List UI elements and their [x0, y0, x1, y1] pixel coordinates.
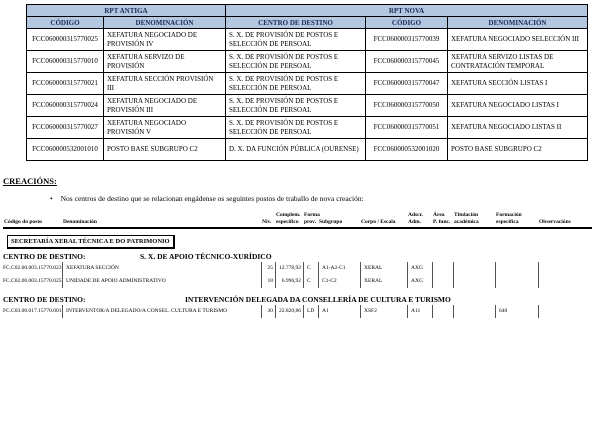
cell-denominacion-antiga: XEFATURA SECCIÓN PROVISIÓN III: [104, 73, 226, 95]
column-header-observacions: Observacións: [539, 219, 571, 226]
cell-forma-prov: LD: [303, 305, 318, 318]
cell-codigo-nova: FCC060000315770045: [366, 51, 448, 73]
section-box-secretaria: SECRETARÍA XERAL TÉCNICA E DO PATRIMONIO: [7, 235, 175, 249]
cell-nivel: 18: [261, 275, 275, 288]
column-header-adscricion-adm: Adscr. Adm.: [408, 212, 423, 226]
cell-nivel: 30: [261, 305, 275, 318]
cell-denominacion-antiga: XEFATURA NEGOCIADO PROVISIÓN V: [104, 117, 226, 139]
creations-heading: CREACIÓNS:: [3, 176, 57, 186]
cell-denominacion: INTERVENTOR/A DELEGADO/A CONSEL. CULTURA E TURISMO: [62, 305, 261, 318]
cell-denominacion-nova: POSTO BASE SUBGRUPO C2: [448, 139, 588, 161]
cell-subgrupo: A1: [318, 305, 360, 318]
bullet-text: Nos centros de destino que se relacionan engádense os seguintes postos de traballo de nova creación:: [60, 194, 364, 203]
cell-codigo-posto: FC.C03.00.017.15770.001: [3, 307, 62, 314]
column-header-forma-provision: Forma prov.: [304, 212, 320, 226]
column-header-nivel: Niv.: [262, 219, 272, 226]
cell-area-func: [432, 305, 453, 318]
column-header-denominacion-nova: DENOMINACIÓN: [448, 17, 588, 29]
centro-destino-label: CENTRO DE DESTINO:: [3, 252, 86, 261]
column-header-area-funcional: Área P. func.: [433, 212, 451, 226]
column-header-centro-destino: CENTRO DE DESTINO: [226, 17, 366, 29]
cell-denominacion-antiga: XEFATURA SERVIZO DE PROVISIÓN: [104, 51, 226, 73]
cell-formacion: [495, 275, 538, 288]
cell-denominacion: UNIDADE DE APOIO ADMINISTRATIVO: [62, 275, 261, 288]
table-row: [27, 139, 588, 161]
cell-centro-destino: D. X. DA FUNCIÓN PÚBLICA (OURENSE): [226, 139, 366, 161]
table-row: [3, 275, 592, 288]
column-header-subgrupo: Subgrupo: [319, 219, 343, 226]
cell-codigo-antiga: FCC060000315770024: [27, 95, 104, 117]
cell-centro-destino: S. X. DE PROVISIÓN DE POSTOS E SELECCIÓN DE PERSOAL: [226, 29, 366, 51]
column-header-titulacion-academica: Titulación académica: [454, 212, 479, 226]
centro-destino-name: INTERVENCIÓN DELEGADA DA CONSELLERÍA DE CULTURA E TURISMO: [185, 295, 451, 304]
column-header-codigo-antiga: CÓDIGO: [27, 17, 104, 29]
centro-1-rows: [3, 262, 592, 288]
column-header-corpo-escala: Corpo / Escala: [361, 219, 396, 226]
cell-codigo-antiga: FCC060000315770010: [27, 51, 104, 73]
cell-corpo-escala: XERAL: [360, 262, 407, 275]
centro-destino-label: CENTRO DE DESTINO:: [3, 295, 86, 304]
cell-formacion: 640: [495, 305, 538, 318]
creations-column-headers: [3, 210, 592, 226]
cell-denominacion-nova: XEFATURA SERVIZO LISTAS DE CONTRATACIÓN TEMPORAL: [448, 51, 588, 73]
cell-titulacion: [453, 275, 495, 288]
cell-codigo-posto: FC.C02.00.003.15770.023: [3, 264, 62, 271]
cell-centro-destino: S. X. DE PROVISIÓN DE POSTOS E SELECCIÓN DE PERSOAL: [226, 73, 366, 95]
column-header-codigo-posto: Código do posto: [4, 219, 42, 226]
cell-adscr-adm: A11: [407, 305, 432, 318]
column-header-row: [27, 17, 588, 29]
cell-complemento: 22.820,86: [275, 305, 303, 318]
cell-denominacion-nova: XEFATURA SECCIÓN LISTAS I: [448, 73, 588, 95]
cell-denominacion-antiga: XEFATURA NEGOCIADO DE PROVISIÓN IV: [104, 29, 226, 51]
cell-codigo-nova: FCC060000532001020: [366, 139, 448, 161]
header-divider-rule: [3, 227, 592, 229]
table-row: [3, 305, 592, 318]
column-header-denominacion-antiga: DENOMINACIÓN: [104, 17, 226, 29]
cell-formacion: [495, 262, 538, 275]
column-header-codigo-nova: CÓDIGO: [366, 17, 448, 29]
cell-corpo-escala: XSF2: [360, 305, 407, 318]
cell-codigo-antiga: FCC060000315770027: [27, 117, 104, 139]
table-row: [27, 73, 588, 95]
cell-adscr-adm: AXG: [407, 262, 432, 275]
cell-observacions: [538, 305, 592, 318]
creations-bullet-item: [50, 194, 590, 203]
cell-denominacion-antiga: POSTO BASE SUBGRUPO C2: [104, 139, 226, 161]
cell-subgrupo: A1-A2-C1: [318, 262, 360, 275]
cell-denominacion-nova: XEFATURA NEGOCIADO LISTAS I: [448, 95, 588, 117]
cell-codigo-nova: FCC060000315770039: [366, 29, 448, 51]
cell-adscr-adm: AXG: [407, 275, 432, 288]
cell-observacions: [538, 275, 592, 288]
column-header-formacion-especifica: Formación específica: [496, 212, 522, 226]
group-header-rpt-antiga: RPT ANTIGA: [27, 5, 226, 17]
cell-area-func: [432, 262, 453, 275]
cell-complemento: 6.996,92: [275, 275, 303, 288]
cell-codigo-antiga: FCC060000315770025: [27, 29, 104, 51]
table-row: [3, 262, 592, 275]
cell-subgrupo: C1-C2: [318, 275, 360, 288]
table-row: [27, 51, 588, 73]
cell-forma-prov: C: [303, 262, 318, 275]
table-row: [27, 95, 588, 117]
cell-codigo-nova: FCC060000315770047: [366, 73, 448, 95]
cell-denominacion-nova: XEFATURA NEGOCIADO LISTAS II: [448, 117, 588, 139]
centro-destino-name: S. X. DE APOIO TÉCNICO-XURÍDICO: [140, 252, 272, 261]
cell-denominacion: XEFATURA SECCIÓN: [62, 262, 261, 275]
centro-2-rows: [3, 305, 592, 318]
cell-codigo-posto: FC.C02.00.003.15770.025: [3, 277, 62, 284]
table-row: [27, 117, 588, 139]
cell-nivel: 25: [261, 262, 275, 275]
cell-denominacion-nova: XEFATURA NEGOCIADO SELECCIÓN III: [448, 29, 588, 51]
cell-codigo-nova: FCC060000315770051: [366, 117, 448, 139]
cell-observacions: [538, 262, 592, 275]
cell-forma-prov: C: [303, 275, 318, 288]
cell-codigo-nova: FCC060000315770050: [366, 95, 448, 117]
table-row: [27, 29, 588, 51]
group-header-row: [27, 5, 588, 17]
cell-area-func: [432, 275, 453, 288]
cell-codigo-antiga: FCC060000532001010: [27, 139, 104, 161]
cell-titulacion: [453, 305, 495, 318]
column-header-complemento-especifico: Complem. específico: [276, 212, 301, 226]
column-header-denominacion: Denominación: [63, 219, 97, 226]
cell-complemento: 12.778,92: [275, 262, 303, 275]
cell-titulacion: [453, 262, 495, 275]
cell-centro-destino: S. X. DE PROVISIÓN DE POSTOS E SELECCIÓN DE PERSOAL: [226, 117, 366, 139]
cell-denominacion-antiga: XEFATURA NEGOCIADO DE PROVISIÓN III: [104, 95, 226, 117]
cell-centro-destino: S. X. DE PROVISIÓN DE POSTOS E SELECCIÓN DE PERSOAL: [226, 51, 366, 73]
rpt-comparison-table: [26, 4, 588, 161]
cell-centro-destino: S. X. DE PROVISIÓN DE POSTOS E SELECCIÓN DE PERSOAL: [226, 95, 366, 117]
cell-corpo-escala: XERAL: [360, 275, 407, 288]
group-header-rpt-nova: RPT NOVA: [226, 5, 588, 17]
cell-codigo-antiga: FCC060000315770021: [27, 73, 104, 95]
